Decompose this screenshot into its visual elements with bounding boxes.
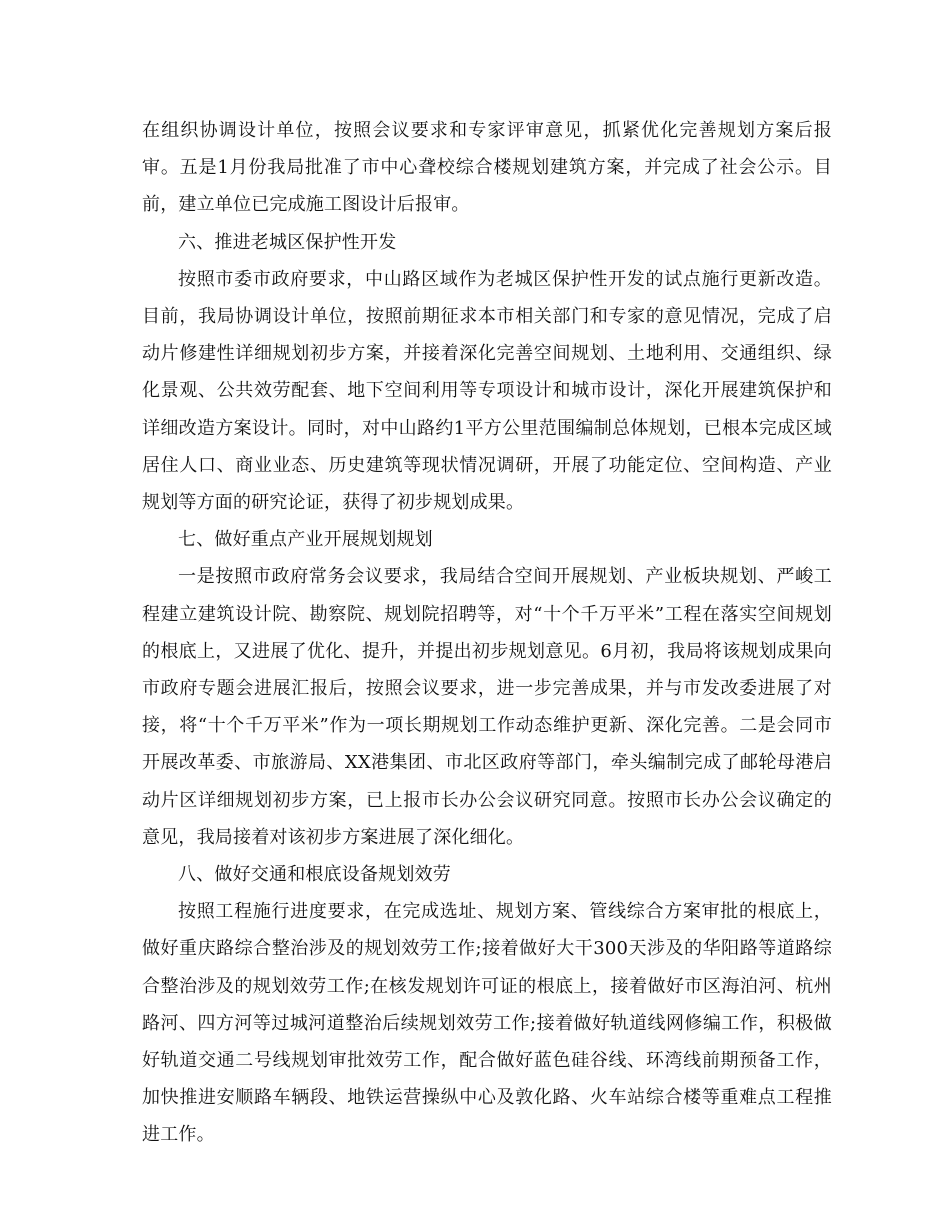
section-heading-7: 七、做好重点产业开展规划规划 <box>178 529 433 551</box>
section-heading-8: 八、做好交通和根底设备规划效劳 <box>178 864 451 886</box>
document-body <box>142 112 832 1154</box>
paragraph-continuation: 在组织协调设计单位，按照会议要求和专家评审意见，抓紧优化完善规划方案后报审。五是1月份我局批准了市中心聋校综合楼规划建筑方案，并完成了社会公示。目前，建立单位已完成施工图设计后报审。 <box>142 120 832 216</box>
section-heading-6: 六、推进老城区保护性开发 <box>178 231 397 253</box>
paragraph-section-7: 一是按照市政府常务会议要求，我局结合空间开展规划、产业板块规划、严峻工程建立建筑设计院、勘察院、规划院招聘等，对“十个千万平米”工程在落实空间规划的根底上，又进展了优化、提升，并提出初步规划意见。6月初，我局将该规划成果向市政府专题会进展汇报后，按照会议要求，进一步完善成果，并与市发改委进展了对接，将“十个千万平米”作为一项长期规划工作动态维护更新、深化完善。二是会同市开展改革委、市旅游局、XX港集团、市北区政府等部门，牵头编制完成了邮轮母港启动片区详细规划初步方案，已上报市长办公会议研究同意。按照市长办公会议确定的意见，我局接着对该初步方案进展了深化细化。 <box>142 566 832 848</box>
paragraph-section-8: 按照工程施行进度要求，在完成选址、规划方案、管线综合方案审批的根底上，做好重庆路综合整治涉及的规划效劳工作;接着做好大干300天涉及的华阳路等道路综合整治涉及的规划效劳工作;在核发规划许可证的根底上，接着做好市区海泊河、杭州路河、四方河等过城河道整治后续规划效劳工作;接着做好轨道线网修编工作，积极做好轨道交通二号线规划审批效劳工作，配合做好蓝色硅谷线、环湾线前期预备工作，加快推进安顺路车辆段、地铁运营操纵中心及敦化路、火车站综合楼等重难点工程推进工作。 <box>142 901 832 1146</box>
paragraph-section-6: 按照市委市政府要求，中山路区域作为老城区保护性开发的试点施行更新改造。目前，我局协调设计单位，按照前期征求本市相关部门和专家的意见情况，完成了启动片修建性详细规划初步方案，并接着深化完善空间规划、土地利用、交通组织、绿化景观、公共效劳配套、地下空间利用等专项设计和城市设计，深化开展建筑保护和详细改造方案设计。同时，对中山路约1平方公里范围编制总体规划，已根本完成区域居住人口、商业业态、历史建筑等现状情况调研，开展了功能定位、空间构造、产业规划等方面的研究论证，获得了初步规划成果。 <box>142 268 832 514</box>
